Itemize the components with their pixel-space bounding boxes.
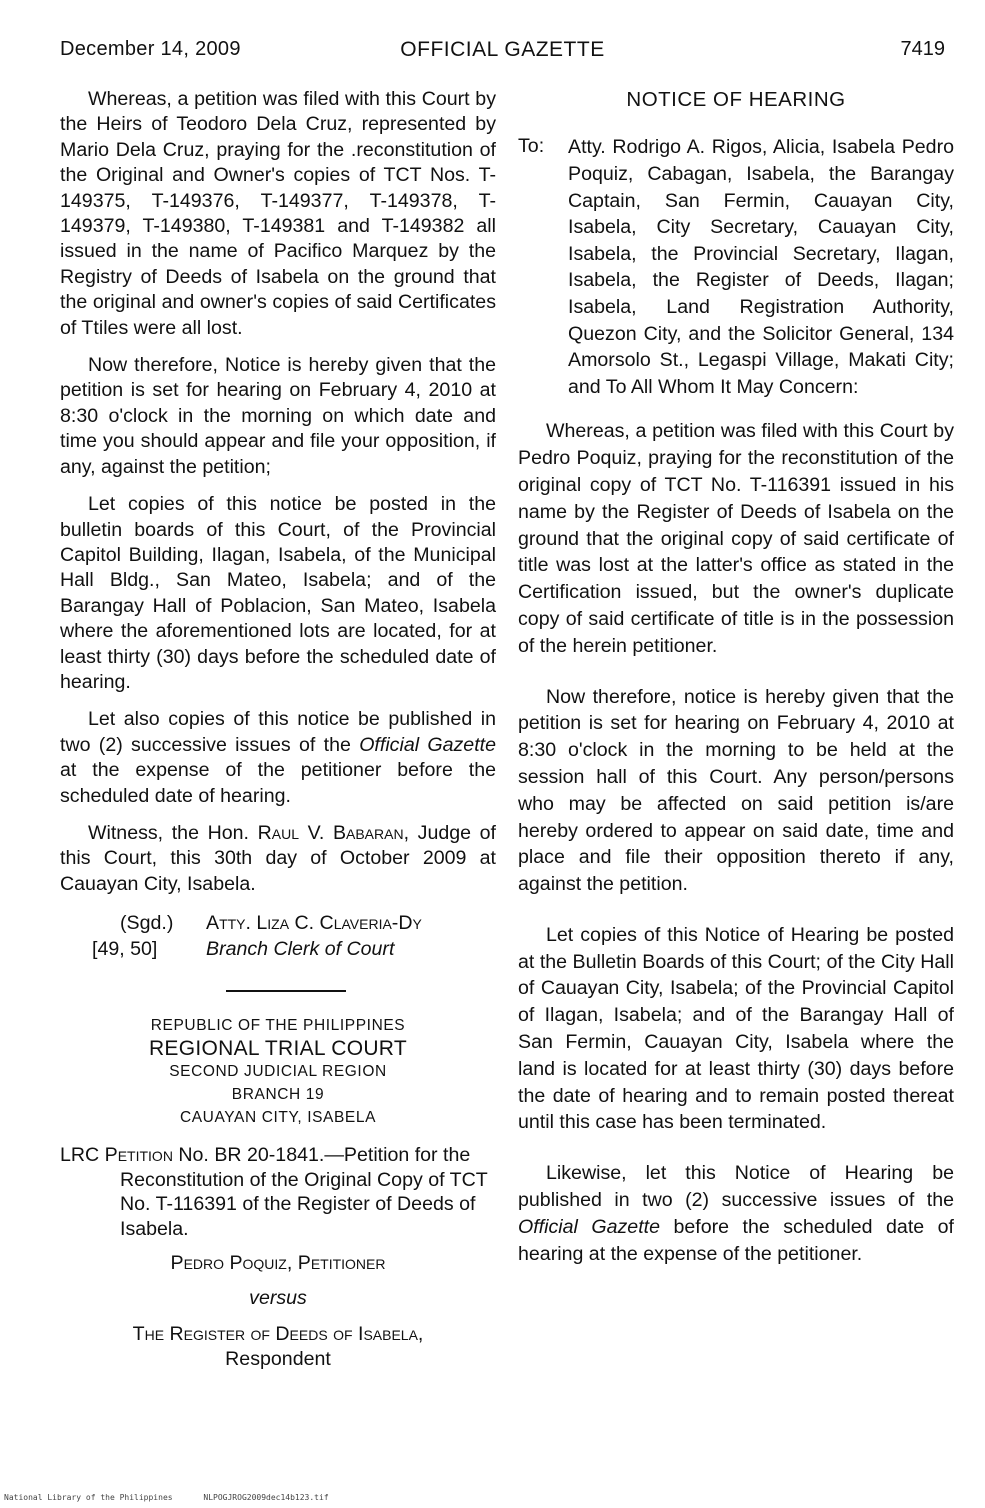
witness-paragraph — [60, 821, 496, 897]
text-span: No. BR 20-1841.—Petition for the Reconstitution of the Original Copy of TCT No. T-116391 of the Register of Deeds of Isabela. — [120, 1144, 488, 1240]
right-column — [518, 87, 954, 1291]
judicial-region: SECOND JUDICIAL REGION — [169, 1063, 387, 1080]
left-paragraph-1: Whereas, a petition was filed with this Court by the Heirs of Teodoro Dela Cruz, represented by Mario Dela Cruz, praying for the .reconstitution of the Original and Owner's copies of TCT Nos. T-149375, T-149376, T-149377, T-149378, T-149379, T-149380, T-149381 and T-149382 all issued in the name of Pacifico Marquez by the Registry of Deeds of Isabela on the ground that the original and owner's copies of said Certificates of Ttiles were all lost. — [60, 88, 496, 339]
petitioner: Pedro Poquiz, Petitioner — [170, 1252, 386, 1274]
divider — [226, 990, 346, 992]
judge-name: Raul V. Babaran — [257, 821, 404, 844]
court-caption — [60, 1014, 496, 1129]
scan-footer — [4, 1493, 355, 1502]
left-paragraph-4 — [60, 707, 496, 809]
file-name: NLPOGJROG2009dec14b123.tif — [203, 1493, 329, 1502]
branch-number: BRANCH 19 — [231, 1086, 325, 1103]
addressees — [518, 134, 954, 400]
issue-date: December 14, 2009 — [60, 38, 241, 60]
republic-line: REPUBLIC OF THE PHILIPPINES — [150, 1017, 406, 1034]
page-number: 7419 — [900, 38, 945, 60]
case-label: LRC Petition — [60, 1144, 173, 1166]
addressee-list: Atty. Rodrigo A. Rigos, Alicia, Isabela Pedro Poquiz, Cabagan, Isabela, the Barangay Captain, San Fermin, Cauayan City, Isabela, City Secretary, Cauayan City, Isabela, the Provincial Secretary, Ilagan, Isabela, the Register of Deeds, Ilagan; Isabela, Land Registration Authority, Quezon City, and the Solicitor General, 134 Amorsolo St., Legaspi Village, Makati City; and To All Whom It May Concern: — [568, 136, 954, 398]
right-paragraph-3: Let copies of this Notice of Hearing be posted at the Bulletin Boards of this Court; of the City Hall of Cauayan City, Isabela; of the Provincial Capitol of Ilagan, Isabela; and of the Barangay Hall of San Fermin, Cauayan City, Isabela where the land is located for at least thirty (30) days before the date of hearing and to remain posted thereat until this case has been terminated. — [518, 923, 954, 1134]
left-column — [60, 87, 496, 1383]
court-name: REGIONAL TRIAL COURT — [148, 1037, 408, 1060]
issue-reference: [49, 50] — [92, 937, 158, 960]
respondent-role: Respondent — [225, 1348, 331, 1371]
left-paragraph-3: Let copies of this notice be posted in the bulletin boards of this Court, of the Provincial Capitol Building, Ilagan, Isabela, of the Municipal Hall Bldg., San Mateo, Isabela; and of the Barangay Hall of Poblacion, San Mateo, Isabela where the aforementioned lots are located, for at least thirty (30) days before the scheduled date of hearing. — [60, 493, 496, 693]
right-paragraph-2: Now therefore, notice is hereby given that the petition is set for hearing on February 4, 2010 at 8:30 o'clock in the morning to be held at the session hall of this Court. Any person/persons who may be affected on said petition is/are hereby ordered to appear on said date, time and place and file their opposition thereto if any, against the petition. — [518, 685, 954, 896]
signatory-name: Atty. Liza C. Claveria-Dy — [206, 912, 422, 935]
case-title — [60, 1143, 496, 1241]
gazette-name: Official Gazette — [359, 733, 496, 756]
right-paragraph-4 — [518, 1160, 954, 1267]
text-span: , Judge of this Court, this 30th day of October 2009 at Cauayan City, Isabela. — [60, 821, 496, 895]
signed-mark: (Sgd.) — [120, 912, 174, 935]
signature-row — [60, 937, 496, 962]
text-span: before the scheduled date of hearing at the expense of the petitioner. — [518, 1215, 954, 1265]
versus: versus — [249, 1287, 307, 1310]
signature-row — [60, 911, 496, 936]
library-credit: National Library of the Philippines — [4, 1493, 173, 1502]
notice-title: NOTICE OF HEARING — [626, 88, 846, 111]
signatory-title: Branch Clerk of Court — [206, 937, 395, 960]
publication-title: OFFICIAL GAZETTE — [400, 38, 605, 61]
page-header — [60, 38, 945, 72]
text-span: Let also copies of this notice be published in two (2) successive issues of the — [60, 708, 496, 756]
respondent-name: The Register of Deeds of Isabela, — [132, 1322, 424, 1345]
to-label: To: — [518, 135, 545, 158]
left-paragraph-2: Now therefore, Notice is hereby given that the petition is set for hearing on February 4, 2010 at 8:30 o'clock in the morning on which date and time you should appear and file your opposition, if any, against the petition; — [60, 354, 496, 478]
gazette-name: Official Gazette — [518, 1215, 660, 1238]
text-span: Witness, the Hon. — [88, 821, 258, 844]
text-span: Likewise, let this Notice of Hearing be published in two (2) successive issues of the — [518, 1162, 954, 1212]
right-paragraph-1: Whereas, a petition was filed with this Court by Pedro Poquiz, praying for the reconstitution of the original copy of TCT No. T-116391 issued in his name by the Register of Deeds of Isabela on the ground that the original copy of said certificate of title was lost at the latter's office as stated in the Certification issued, but the owner's duplicate copy of said certificate of title is in the possession of the herein petitioner. — [518, 420, 954, 657]
text-span: at the expense of the petitioner before the scheduled date of hearing. — [60, 759, 496, 807]
court-city: CAUAYAN CITY, ISABELA — [179, 1109, 377, 1126]
signature-block — [60, 911, 496, 962]
